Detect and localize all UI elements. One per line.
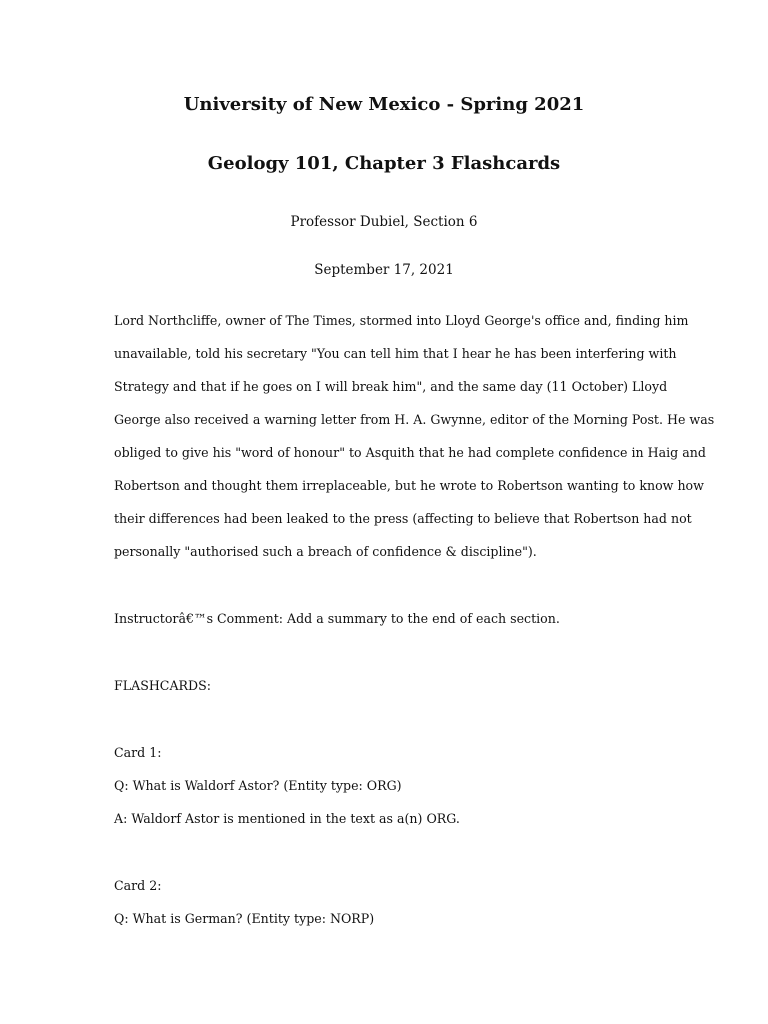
university-heading: University of New Mexico - Spring 2021 [183,94,585,115]
paragraph-line: George also received a warning letter from H. A. Gwynne, editor of the Morning Post. He was [114,412,715,427]
paragraph-line: Lord Northcliffe, owner of The Times, stormed into Lloyd George's office and, finding him [114,313,689,328]
professor-line: Professor Dubiel, Section 6 [290,214,478,230]
flashcards-heading: FLASHCARDS: [114,678,211,693]
card-question: Q: What is German? (Entity type: NORP) [114,911,375,926]
paragraph-line: their differences had been leaked to the press (affecting to believe that Robertson had not [114,511,692,526]
paragraph-line: Robertson and thought them irreplaceable, but he wrote to Robertson wanting to know how [114,478,704,493]
course-title: Geology 101, Chapter 3 Flashcards [207,153,561,174]
paragraph-line: obliged to give his "word of honour" to Asquith that he had complete confidence in Haig and [114,445,706,460]
paragraph-line: personally "authorised such a breach of confidence & discipline"). [114,544,537,559]
date-line: September 17, 2021 [314,262,454,278]
card-answer: A: Waldorf Astor is mentioned in the text as a(n) ORG. [114,811,460,826]
paragraph-line: unavailable, told his secretary "You can tell him that I hear he has been interfering with [114,346,677,361]
instructor-comment: Instructorâ€™s Comment: Add a summary to the end of each section. [114,611,560,626]
card-question: Q: What is Waldorf Astor? (Entity type: ORG) [114,778,402,793]
card-label: Card 2: [114,878,162,893]
paragraph-line: Strategy and that if he goes on I will break him", and the same day (11 October) Lloyd [114,379,668,394]
card-label: Card 1: [114,745,162,760]
